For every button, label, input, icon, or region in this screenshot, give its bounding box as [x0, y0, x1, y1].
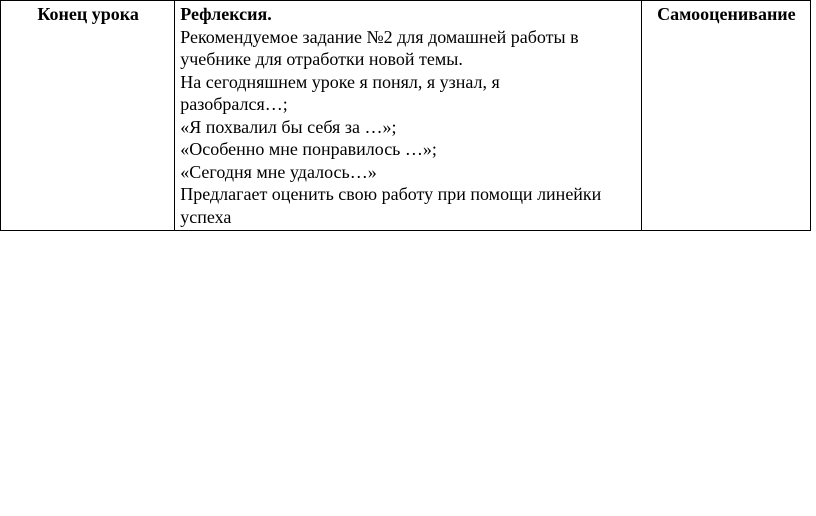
activity-line: «Сегодня мне удалось…» [180, 161, 377, 182]
assessment-label: Самооценивание [657, 4, 796, 24]
lesson-plan-table [0, 0, 811, 231]
activity-line: Рекомендуемое задание №2 для домашней работы в [180, 26, 579, 47]
activity-line: Предлагает оценить свою работу при помощи линейки [180, 184, 602, 204]
activity-title: Рефлексия. [180, 4, 272, 24]
activity-line: разобрался…; [180, 94, 288, 114]
activity-line: успеха [180, 206, 232, 227]
activity-line: «Особенно мне понравилось …»; [180, 139, 437, 159]
stage-label: Конец урока [37, 4, 139, 24]
activity-line: На сегодняшнем уроке я понял, я узнал, я [180, 71, 500, 92]
table-row [1, 1, 811, 231]
activity-line: учебнике для отработки новой темы. [180, 49, 463, 69]
activity-line: «Я похвалил бы себя за …»; [180, 116, 397, 137]
activity-cell [175, 1, 642, 231]
stage-cell [1, 1, 175, 231]
assessment-cell [641, 1, 810, 231]
